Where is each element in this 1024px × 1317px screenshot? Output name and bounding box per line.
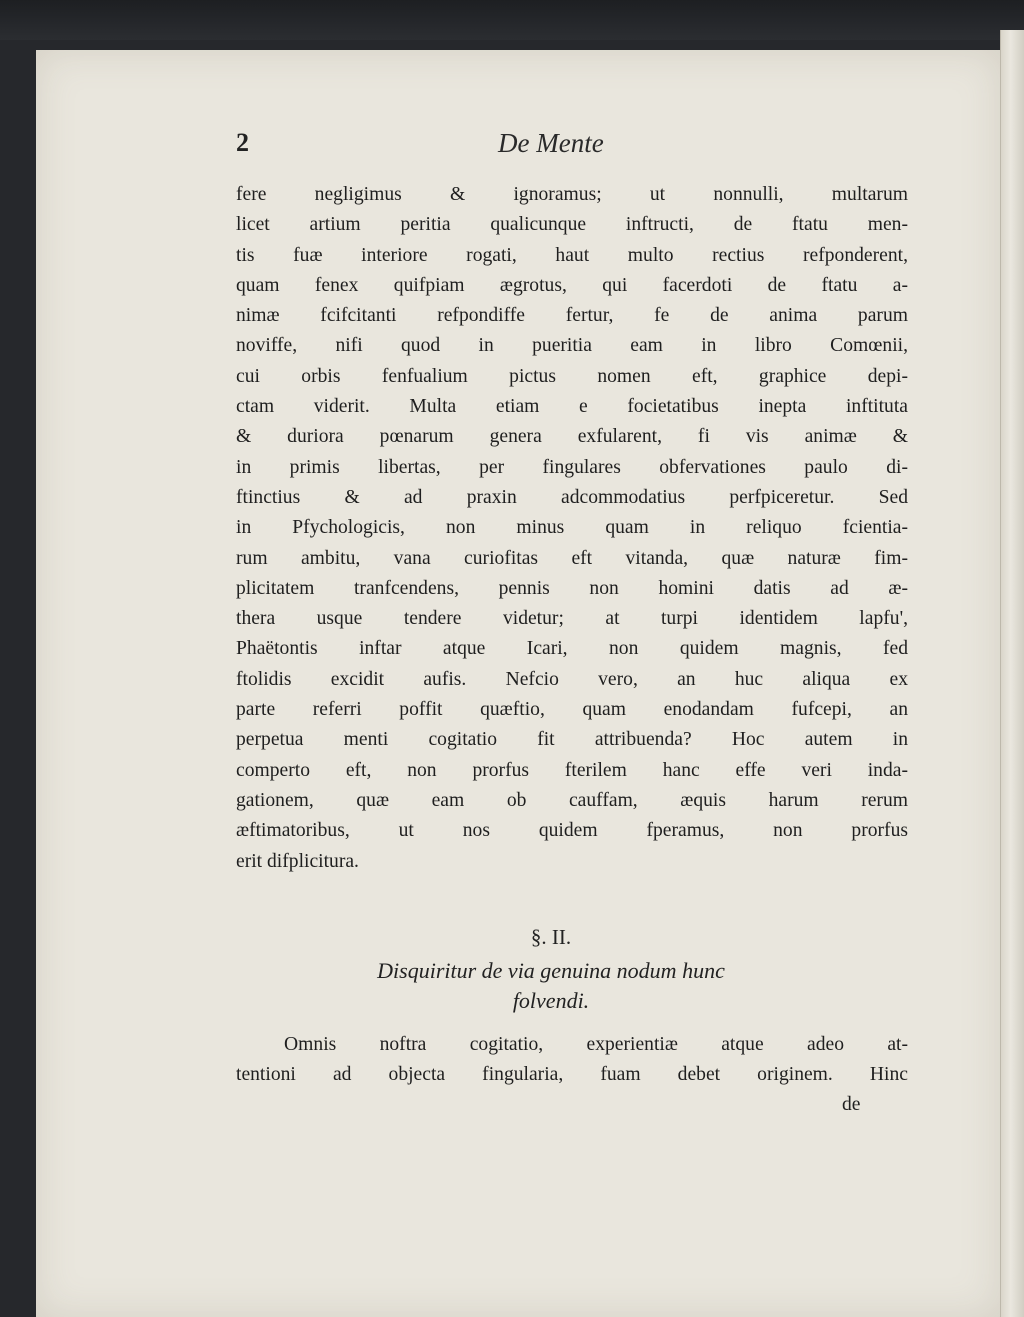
text-line: gationem, quæ eam ob cauffam, æquis harum rerum: [236, 789, 908, 811]
text-line: plicitatem tranfcendens, pennis non homini datis ad æ-: [236, 577, 908, 599]
text-line: Phaëtontis inftar atque Icari, non quidem magnis, fed: [236, 638, 908, 660]
text-line: & duriora pœnarum genera exfularent, fi vis animæ &: [236, 426, 908, 448]
section-mark: §. II.: [530, 925, 572, 949]
text-line: nimæ fcifcitanti refpondiffe fertur, fe de anima parum: [236, 305, 908, 327]
text-line: cui orbis fenfualium pictus nomen eft, graphice depi-: [236, 365, 908, 387]
next-page-edge: [1000, 30, 1024, 1317]
text-line: ftolidis excidit aufis. Nefcio vero, an huc aliqua ex: [236, 668, 908, 690]
text-line: Omnis noftra cogitatio, experientiæ atque adeo at-: [284, 1034, 908, 1055]
text-line: perpetua menti cogitatio fit attribuenda? Hoc autem in: [236, 729, 908, 751]
text-line: erit difplicitura.: [236, 850, 359, 872]
text-line: in Pfychologicis, non minus quam in reliquo fcientia-: [236, 517, 908, 539]
main-paragraph: [236, 180, 908, 877]
text-line: noviffe, nifi quod in pueritia eam in libro Comœnii,: [236, 335, 908, 357]
second-paragraph: [236, 1030, 908, 1091]
text-line: rum ambitu, vana curiofitas eft vitanda, quæ naturæ fim-: [236, 547, 908, 569]
running-head: De Mente: [498, 128, 604, 158]
text-line: parte referri poffit quæftio, quam enodandam fufcepi, an: [236, 699, 908, 721]
text-line: comperto eft, non prorfus fterilem hanc effe veri inda-: [236, 759, 908, 781]
text-line: fere negligimus & ignoramus; ut nonnulli, multarum: [236, 184, 908, 205]
text-line: licet artium peritia qualicunque inftructi, de ftatu men-: [236, 214, 908, 236]
catchword: de: [842, 1094, 861, 1115]
book-gutter-shadow: [0, 0, 1024, 40]
section-title-line: folvendi.: [512, 988, 590, 1013]
text-line: tis fuæ interiore rogati, haut multo rectius refponderent,: [236, 244, 908, 266]
section-title-line: Disquiritur de via genuina nodum hunc: [377, 958, 725, 983]
page-number: 2: [236, 128, 249, 157]
text-line: tentioni ad objecta fingularia, fuam debet originem. Hinc: [236, 1064, 908, 1086]
page-header: [236, 128, 836, 168]
section-title: [236, 956, 866, 1016]
text-line: ctam viderit. Multa etiam e focietatibus inepta inftituta: [236, 396, 908, 418]
text-line: thera usque tendere videtur; at turpi identidem lapfu',: [236, 608, 908, 630]
text-line: in primis libertas, per fingulares obfervationes paulo di-: [236, 456, 908, 478]
text-line: æftimatoribus, ut nos quidem fperamus, non prorfus: [236, 820, 908, 842]
text-line: ftinctius & ad praxin adcommodatius perfpiceretur. Sed: [236, 486, 908, 508]
text-line: quam fenex quifpiam ægrotus, qui facerdoti de ftatu a-: [236, 274, 908, 296]
